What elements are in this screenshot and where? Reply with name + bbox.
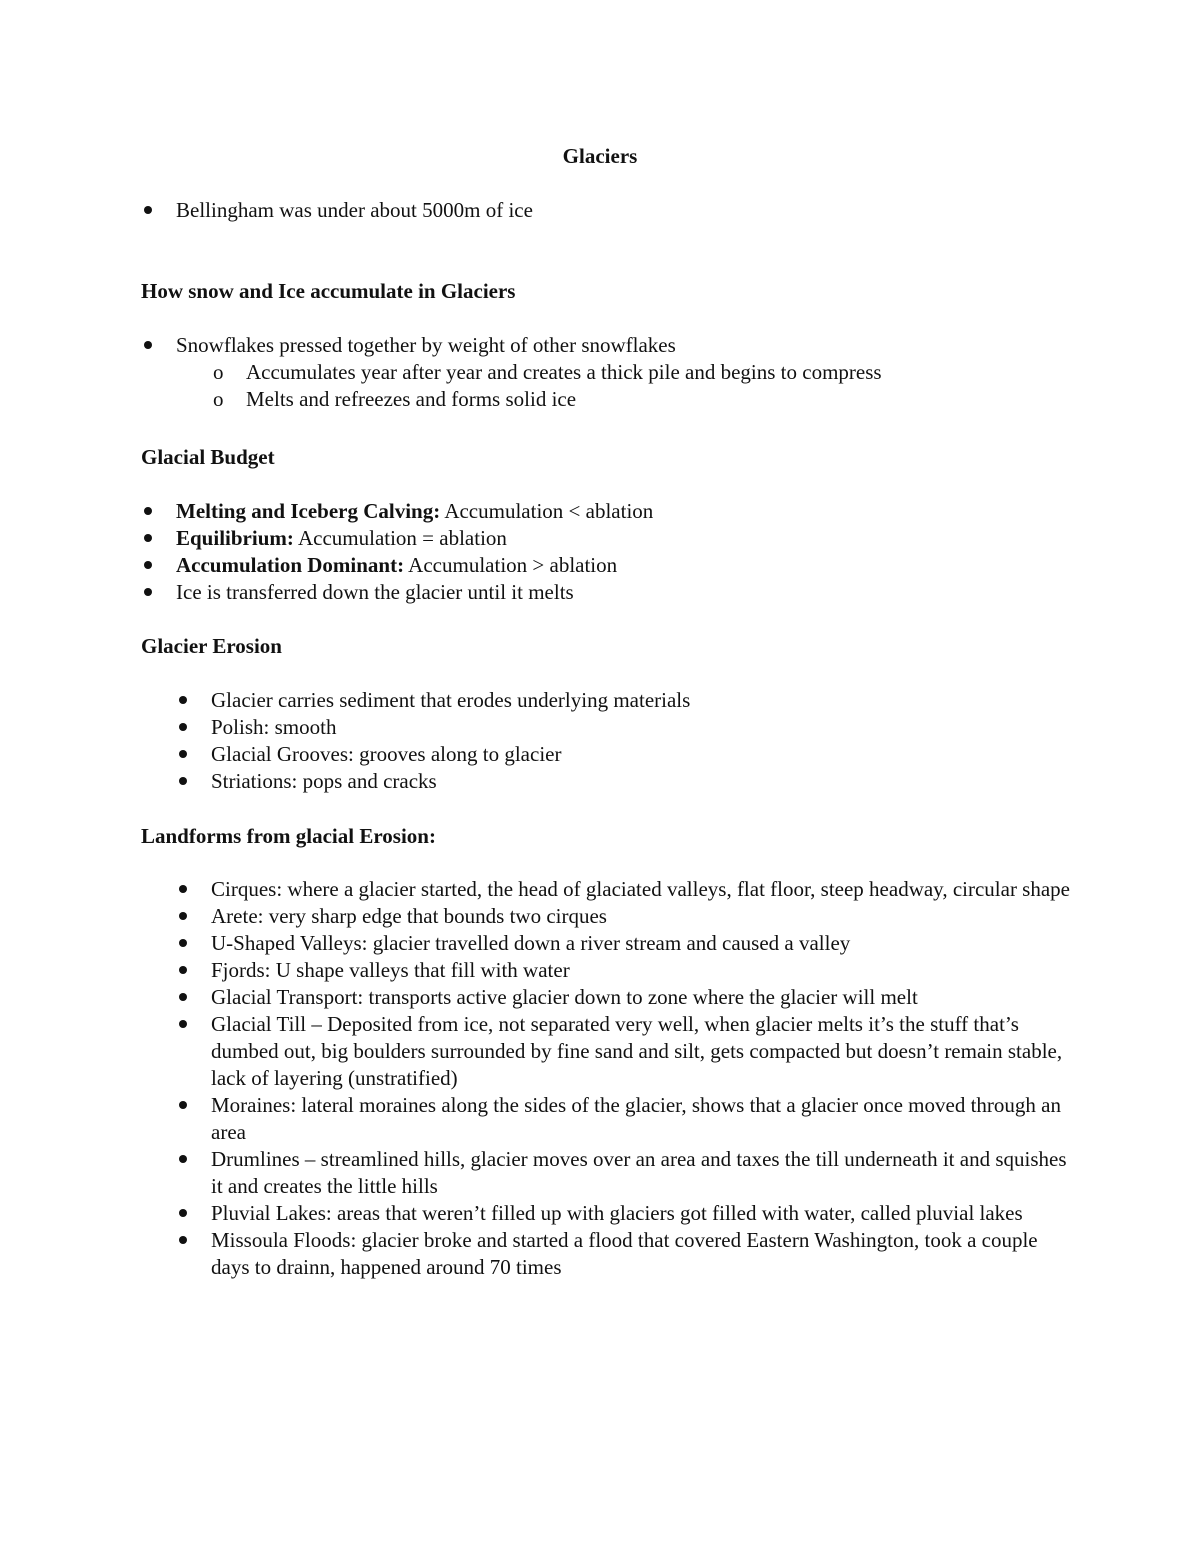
definition: Ice is transferred down the glacier until it melts	[176, 580, 574, 604]
sub-bullet-marker: o	[213, 387, 224, 411]
erosion-list	[211, 687, 1071, 795]
list-item: Arete: very sharp edge that bounds two cirques	[211, 903, 1071, 930]
list-item: Fjords: U shape valleys that fill with water	[211, 957, 1071, 984]
list-item	[176, 579, 1076, 606]
list-item: Glacial Transport: transports active glacier down to zone where the glacier will melt	[211, 984, 1071, 1011]
list-item: Glacial Till – Deposited from ice, not separated very well, when glacier melts it’s the stuff that’s dumbed out, big boulders surrounded by fine sand and silt, gets compacted but doesn’t remain stable, lack of layering (unstratified)	[211, 1011, 1071, 1092]
list-item	[176, 552, 1076, 579]
term: Accumulation Dominant:	[176, 553, 405, 577]
list-item: Bellingham was under about 5000m of ice	[176, 197, 1076, 224]
section-heading-landforms: Landforms from glacial Erosion:	[141, 824, 436, 848]
list-item: Glacier carries sediment that erodes underlying materials	[211, 687, 1071, 714]
definition: Accumulation < ablation	[440, 499, 654, 523]
section-heading-budget: Glacial Budget	[141, 445, 275, 469]
definition: Accumulation > ablation	[404, 553, 618, 577]
definition: Accumulation = ablation	[293, 526, 507, 550]
list-item: Moraines: lateral moraines along the sides of the glacier, shows that a glacier once moved through an area	[211, 1092, 1071, 1146]
list-item: U-Shaped Valleys: glacier travelled down a river stream and caused a valley	[211, 930, 1071, 957]
page-title: Glaciers	[562, 144, 638, 168]
accumulate-list	[176, 332, 1076, 359]
list-item: Missoula Floods: glacier broke and started a flood that covered Eastern Washington, took a couple days to drainn, happened around 70 times	[211, 1227, 1071, 1281]
sub-item-text: Melts and refreezes and forms solid ice	[246, 387, 577, 411]
term: Equilibrium:	[176, 526, 294, 550]
list-item: Glacial Grooves: grooves along to glacier	[211, 741, 1071, 768]
list-item: Snowflakes pressed together by weight of other snowflakes	[176, 332, 1076, 359]
sub-bullet-marker: o	[213, 360, 224, 384]
accumulate-sublist	[213, 359, 1066, 413]
list-item: Striations: pops and cracks	[211, 768, 1071, 795]
section-heading-erosion: Glacier Erosion	[141, 634, 282, 658]
list-item: Cirques: where a glacier started, the head of glaciated valleys, flat floor, steep headway, circular shape	[211, 877, 1071, 901]
section-heading-accumulate: How snow and Ice accumulate in Glaciers	[141, 279, 516, 303]
budget-list	[176, 498, 1076, 606]
list-item	[176, 525, 1076, 552]
list-item: Drumlines – streamlined hills, glacier moves over an area and taxes the till underneath it and squishes it and creates the little hills	[211, 1146, 1071, 1200]
sub-item-text: Accumulates year after year and creates a thick pile and begins to compress	[246, 360, 882, 384]
intro-list	[176, 197, 1076, 224]
term: Melting and Iceberg Calving:	[176, 499, 441, 523]
list-item: Polish: smooth	[211, 714, 1071, 741]
sub-list-item	[213, 359, 1066, 386]
list-item: Pluvial Lakes: areas that weren’t filled up with glaciers got filled with water, called pluvial lakes	[211, 1200, 1071, 1227]
landforms-list	[211, 876, 1071, 1281]
sub-list-item	[213, 386, 1066, 413]
list-item	[176, 498, 1076, 525]
